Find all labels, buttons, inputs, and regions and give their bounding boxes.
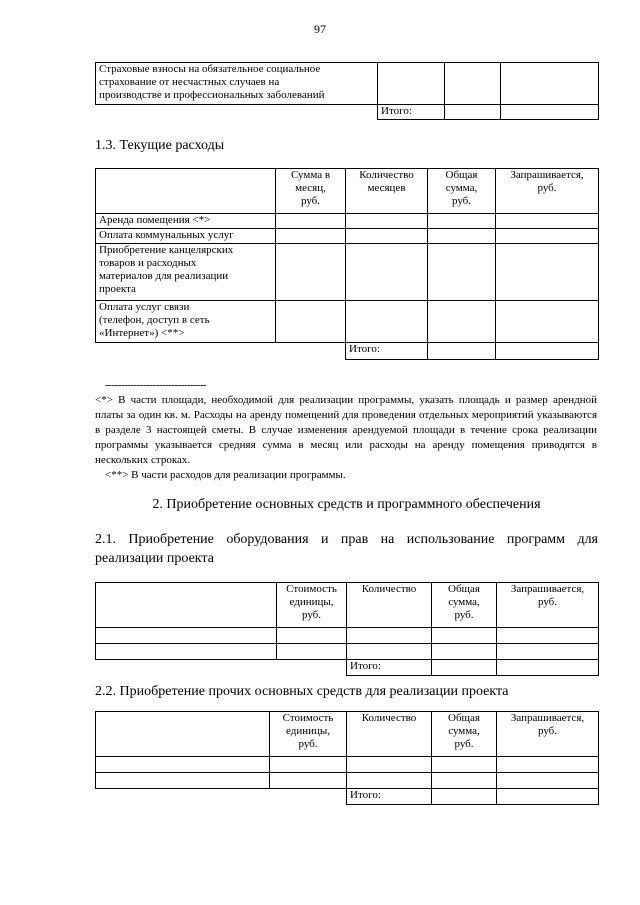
total-label: Итого: — [378, 105, 445, 120]
header-total-sum: Общая сумма, руб. — [432, 712, 497, 757]
amount-cell[interactable] — [497, 757, 599, 773]
header-total-sum: Общая сумма, руб. — [432, 583, 497, 628]
amount-cell[interactable] — [496, 214, 599, 229]
table-row — [96, 301, 599, 343]
row-label: Приобретение канцелярских товаров и расходных материалов для реализации проекта — [96, 244, 276, 301]
total-row — [96, 105, 599, 120]
footnote-1: <*> В части площади, необходимой для реализации программы, указать площадь и размер арендной платы за один кв. м. Расходы на аренду помещений для проведения отдельных мероприятий указываются в разделе 3 настоящей сметы. В случае изменения арендуемой площади в течение срока реализации программы указывается средняя сумма в месяц или расходы на аренду помещения приводятся в нескольких строках. — [95, 394, 597, 466]
amount-cell[interactable] — [276, 244, 346, 301]
amount-cell[interactable] — [346, 229, 428, 244]
total-label: Итого: — [346, 343, 428, 360]
amount-cell[interactable] — [428, 301, 496, 343]
total-cell[interactable] — [445, 105, 501, 120]
amount-cell[interactable] — [432, 644, 497, 660]
amount-cell[interactable] — [346, 244, 428, 301]
total-cell[interactable] — [428, 343, 496, 360]
total-cell[interactable] — [496, 343, 599, 360]
amount-cell[interactable] — [270, 773, 347, 789]
amount-cell[interactable] — [445, 63, 501, 105]
section-2-2-title: 2.2. Приобретение прочих основных средств для реализации проекта — [95, 684, 509, 699]
row-label-line: страхование от несчастных случаев на — [99, 76, 280, 88]
table-row — [96, 757, 599, 773]
amount-cell[interactable] — [378, 63, 445, 105]
amount-cell[interactable] — [277, 628, 347, 644]
amount-cell[interactable] — [496, 229, 599, 244]
total-cell[interactable] — [497, 660, 599, 676]
amount-cell[interactable] — [497, 644, 599, 660]
header-row — [96, 169, 599, 214]
amount-cell[interactable] — [496, 244, 599, 301]
total-row — [96, 343, 599, 360]
table-row — [96, 644, 599, 660]
amount-cell[interactable] — [432, 773, 497, 789]
amount-cell[interactable] — [501, 63, 599, 105]
item-cell[interactable] — [96, 644, 277, 660]
table-row — [96, 773, 599, 789]
item-cell[interactable] — [96, 773, 270, 789]
amount-cell[interactable] — [432, 628, 497, 644]
amount-cell[interactable] — [497, 773, 599, 789]
amount-cell[interactable] — [346, 214, 428, 229]
item-cell[interactable] — [96, 757, 270, 773]
amount-cell[interactable] — [276, 214, 346, 229]
table-row — [96, 244, 599, 301]
total-cell[interactable] — [501, 105, 599, 120]
header-requested: Запрашивается, руб. — [497, 712, 599, 757]
footnote-2: <**> В части расходов для реализации программы. — [105, 469, 346, 481]
section-1-3-title: 1.3. Текущие расходы — [95, 138, 225, 153]
table-row — [96, 214, 599, 229]
footnotes — [95, 378, 597, 483]
header-blank — [96, 712, 270, 757]
amount-cell[interactable] — [428, 244, 496, 301]
row-label-line: производстве и профессиональных заболеваний — [99, 89, 325, 101]
header-unit-cost: Стоимость единицы, руб. — [270, 712, 347, 757]
amount-cell[interactable] — [347, 757, 432, 773]
equipment-table — [95, 582, 599, 676]
header-requested: Запрашивается, руб. — [496, 169, 599, 214]
item-cell[interactable] — [96, 628, 277, 644]
footnote-separator: -------------------------------- — [105, 379, 207, 391]
row-label-line: Страховые взносы на обязательное социальное — [99, 63, 321, 75]
header-blank — [96, 583, 277, 628]
amount-cell[interactable] — [497, 628, 599, 644]
header-row — [96, 583, 599, 628]
table-row — [96, 229, 599, 244]
table-row — [96, 63, 599, 105]
total-row — [96, 789, 599, 805]
amount-cell[interactable] — [270, 757, 347, 773]
other-assets-table — [95, 711, 599, 805]
total-cell[interactable] — [432, 789, 497, 805]
amount-cell[interactable] — [428, 214, 496, 229]
section-2-1-title: 2.1. Приобретение оборудования и прав на использование программ для реализации проекта — [95, 532, 598, 566]
total-label: Итого: — [347, 789, 432, 805]
section-2-title: 2. Приобретение основных средств и программного обеспечения — [152, 497, 541, 512]
amount-cell[interactable] — [347, 644, 432, 660]
row-label: Аренда помещения <*> — [96, 214, 276, 229]
header-total-sum: Общая сумма, руб. — [428, 169, 496, 214]
header-month-count: Количество месяцев — [346, 169, 428, 214]
row-label: Оплата услуг связи (телефон, доступ в сеть «Интернет») <**> — [96, 301, 276, 343]
row-label: Оплата коммунальных услуг — [96, 229, 276, 244]
header-unit-cost: Стоимость единицы, руб. — [277, 583, 347, 628]
header-quantity: Количество — [347, 712, 432, 757]
header-quantity: Количество — [347, 583, 432, 628]
total-row — [96, 660, 599, 676]
insurance-table — [95, 62, 599, 120]
total-cell[interactable] — [497, 789, 599, 805]
amount-cell[interactable] — [276, 301, 346, 343]
page-number: 97 — [314, 22, 326, 36]
total-label: Итого: — [347, 660, 432, 676]
amount-cell[interactable] — [276, 229, 346, 244]
amount-cell[interactable] — [432, 757, 497, 773]
amount-cell[interactable] — [496, 301, 599, 343]
amount-cell[interactable] — [277, 644, 347, 660]
table-row — [96, 628, 599, 644]
total-cell[interactable] — [432, 660, 497, 676]
amount-cell[interactable] — [347, 628, 432, 644]
header-requested: Запрашивается, руб. — [497, 583, 599, 628]
current-expenses-table — [95, 168, 599, 360]
amount-cell[interactable] — [346, 301, 428, 343]
header-monthly-sum: Сумма в месяц, руб. — [276, 169, 346, 214]
amount-cell[interactable] — [428, 229, 496, 244]
row-label — [96, 63, 378, 105]
header-blank — [96, 169, 276, 214]
amount-cell[interactable] — [347, 773, 432, 789]
header-row — [96, 712, 599, 757]
